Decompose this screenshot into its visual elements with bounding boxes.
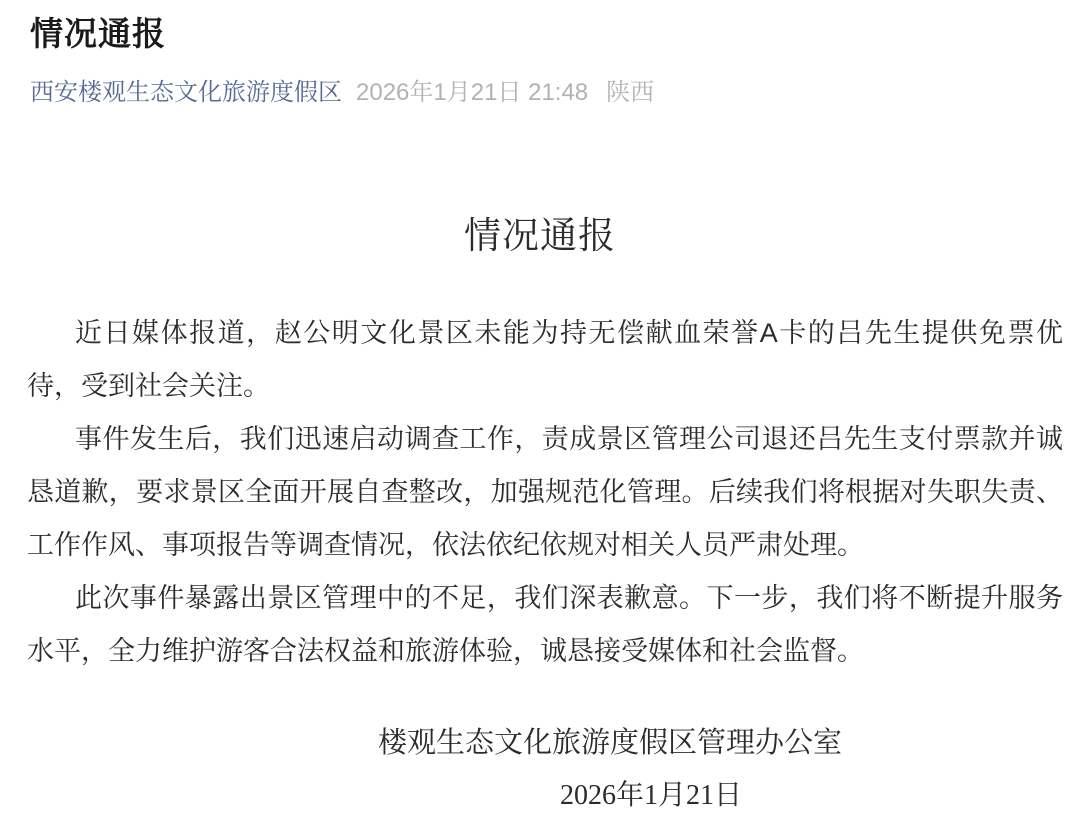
notice-paragraph: 近日媒体报道，赵公明文化景区未能为持无偿献血荣誉A卡的吕先生提供免票优待，受到社会关注。 [27,318,1063,401]
page-title: 情况通报 [30,15,166,52]
notice-signature: 楼观生态文化旅游度假区管理办公室 [377,727,842,759]
notice-date: 2026年1月21日 [559,780,742,811]
publish-region: 陕西 [606,79,655,106]
notice-paragraph: 事件发生后，我们迅速启动调查工作，责成景区管理公司退还吕先生支付票款并诚恳道歉，要求景区全面开展自查整改，加强规范化管理。后续我们将根据对失职失责、工作作风、事项报告等调查情况，依法依纪依规对相关人员严肃处理。 [27,424,1063,560]
article-header [0,0,1080,108]
publish-datetime: 2026年1月21日 21:48 [356,79,589,106]
notice-title: 情况通报 [464,215,616,256]
byline [30,78,1050,108]
account-name-link[interactable]: 西安楼观生态文化旅游度假区 [30,79,342,106]
notice-paragraph: 此次事件暴露出景区管理中的不足，我们深表歉意。下一步，我们将不断提升服务水平，全力维护游客合法权益和旅游体验，诚恳接受媒体和社会监督。 [27,583,1063,666]
notice-body [27,307,1063,813]
notice-document-image[interactable] [0,214,1080,813]
